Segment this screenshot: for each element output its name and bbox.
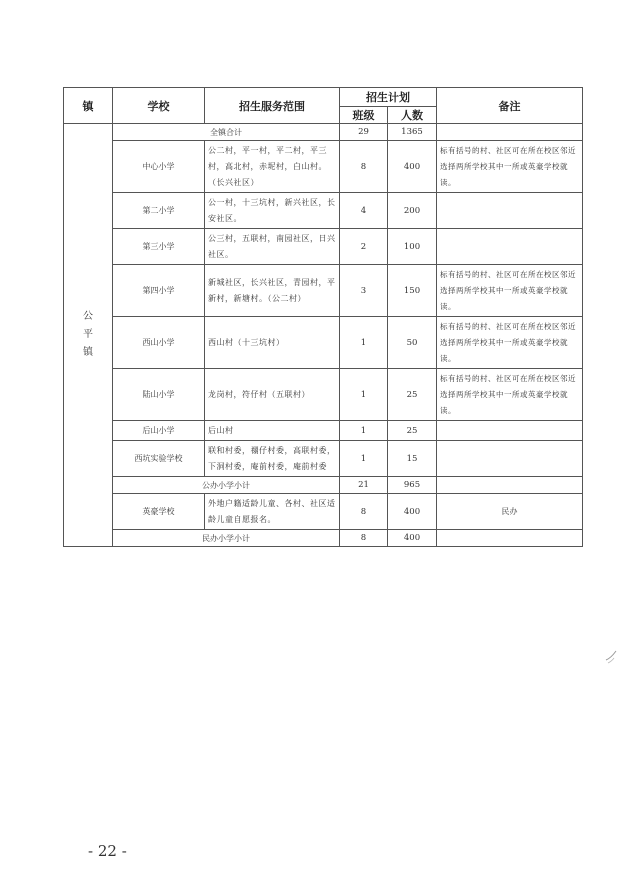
school-name: 第四小学	[113, 265, 205, 317]
header-plan: 招生计划	[340, 88, 437, 107]
class-count: 8	[340, 141, 388, 193]
school-name: 英豪学校	[113, 494, 205, 530]
total-row	[64, 124, 583, 141]
town-cell	[64, 124, 113, 547]
class-count: 4	[340, 193, 388, 229]
people-count: 25	[388, 369, 437, 421]
service-scope: 外地户籍适龄儿童、各村、社区适龄儿童自愿报名。	[205, 494, 340, 530]
remark: 民办	[437, 494, 583, 530]
remark: 标有括号的村、社区可在所在校区邻近选择两所学校其中一所或英豪学校就读。	[437, 369, 583, 421]
enrollment-table	[63, 87, 583, 547]
people-count: 15	[388, 441, 437, 477]
class-count: 1	[340, 317, 388, 369]
table-row	[64, 317, 583, 369]
total-classes: 29	[340, 124, 388, 141]
town-char: 平	[83, 329, 93, 340]
school-name: 西山小学	[113, 317, 205, 369]
table-row	[64, 441, 583, 477]
total-people: 1365	[388, 124, 437, 141]
private-subtotal-remark	[437, 530, 583, 547]
people-count: 400	[388, 141, 437, 193]
public-subtotal-remark	[437, 477, 583, 494]
service-scope: 联和村委，禤仔村委，高联村委，下洞村委，庵前村委，庵前村委	[205, 441, 340, 477]
total-remark	[437, 124, 583, 141]
table-row	[64, 369, 583, 421]
table-row	[64, 265, 583, 317]
service-scope: 龙岗村，符仔村（五联村）	[205, 369, 340, 421]
page-number: - 22 -	[88, 842, 127, 860]
total-label: 全镇合计	[113, 124, 340, 141]
people-count: 200	[388, 193, 437, 229]
table-row	[64, 421, 583, 441]
people-count: 100	[388, 229, 437, 265]
remark: 标有括号的村、社区可在所在校区邻近选择两所学校其中一所或英豪学校就读。	[437, 141, 583, 193]
public-subtotal-row	[64, 477, 583, 494]
remark	[437, 441, 583, 477]
header-classes: 班级	[340, 107, 388, 124]
header-school: 学校	[113, 88, 205, 124]
public-subtotal-people: 965	[388, 477, 437, 494]
table-row	[64, 193, 583, 229]
town-char: 公	[83, 311, 93, 322]
service-scope: 公一村，十三坑村，新兴社区，长安社区。	[205, 193, 340, 229]
header-town: 镇	[64, 88, 113, 124]
remark	[437, 421, 583, 441]
class-count: 1	[340, 441, 388, 477]
school-name: 第二小学	[113, 193, 205, 229]
class-count: 2	[340, 229, 388, 265]
school-name: 第三小学	[113, 229, 205, 265]
public-subtotal-label: 公办小学小计	[113, 477, 340, 494]
class-count: 3	[340, 265, 388, 317]
header-scope: 招生服务范围	[205, 88, 340, 124]
remark: 标有括号的村、社区可在所在校区邻近选择两所学校其中一所或英豪学校就读。	[437, 265, 583, 317]
table-row	[64, 141, 583, 193]
private-subtotal-people: 400	[388, 530, 437, 547]
service-scope: 公三村，五联村，南园社区，日兴社区。	[205, 229, 340, 265]
service-scope: 新城社区，长兴社区，青园村，平新村，新塘村。（公二村）	[205, 265, 340, 317]
pen-mark-icon	[604, 648, 618, 664]
remark	[437, 229, 583, 265]
people-count: 25	[388, 421, 437, 441]
class-count: 1	[340, 369, 388, 421]
remark: 标有括号的村、社区可在所在校区邻近选择两所学校其中一所或英豪学校就读。	[437, 317, 583, 369]
service-scope: 公二村，平一村，平二村，平三村，高北村，赤坭村，白山村。（长兴社区）	[205, 141, 340, 193]
people-count: 400	[388, 494, 437, 530]
class-count: 8	[340, 494, 388, 530]
people-count: 150	[388, 265, 437, 317]
header-remark: 备注	[437, 88, 583, 124]
private-subtotal-row	[64, 530, 583, 547]
remark	[437, 193, 583, 229]
private-subtotal-classes: 8	[340, 530, 388, 547]
class-count: 1	[340, 421, 388, 441]
private-subtotal-label: 民办小学小计	[113, 530, 340, 547]
school-name: 西坑实验学校	[113, 441, 205, 477]
people-count: 50	[388, 317, 437, 369]
header-row	[64, 88, 583, 107]
town-char: 镇	[83, 347, 93, 358]
header-people: 人数	[388, 107, 437, 124]
school-name: 陆山小学	[113, 369, 205, 421]
public-subtotal-classes: 21	[340, 477, 388, 494]
private-row	[64, 494, 583, 530]
service-scope: 后山村	[205, 421, 340, 441]
service-scope: 西山村（十三坑村）	[205, 317, 340, 369]
school-name: 后山小学	[113, 421, 205, 441]
school-name: 中心小学	[113, 141, 205, 193]
table-row	[64, 229, 583, 265]
